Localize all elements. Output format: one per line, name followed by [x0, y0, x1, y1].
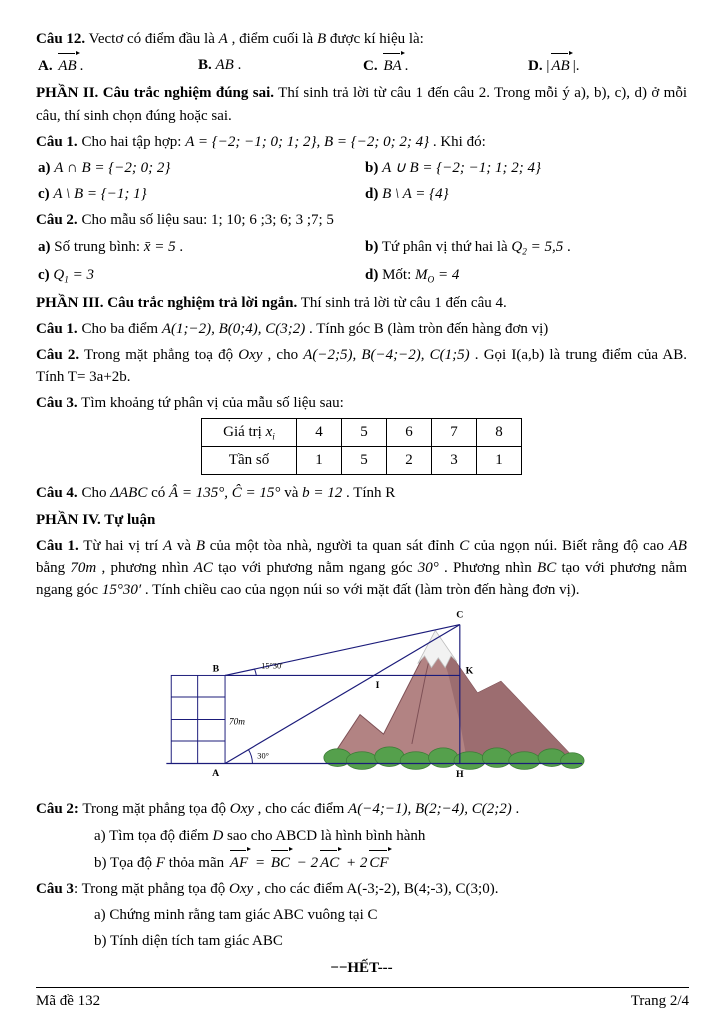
text-segment: , cho các điểm A(-3;-2), B(4;-3), C(3;0).: [253, 880, 499, 897]
table-cell: 4: [297, 419, 342, 447]
text-segment: Câu 1.: [36, 537, 79, 554]
text-segment: Câu 4.: [36, 485, 78, 502]
label-K: K: [465, 665, 473, 677]
answer-option[interactable]: [198, 54, 363, 77]
text-segment: Oxy: [229, 801, 254, 818]
angle-arc-b: [254, 669, 256, 676]
text-segment: sao cho ABCD là hình bình hành: [223, 827, 426, 844]
table-cell: 1: [477, 447, 522, 475]
text-segment: Cho mẫu số liệu sau: 1; 10; 6 ;3; 6; 3 ;7; 5: [77, 212, 334, 229]
table-cell: 8: [477, 419, 522, 447]
text-segment: d): [365, 266, 379, 283]
text-line: [36, 930, 687, 952]
text-segment: Trong mặt phẳng tọa độ: [78, 801, 230, 818]
text-segment: a): [38, 159, 51, 176]
text-segment: A: [218, 31, 228, 47]
text-segment: =: [251, 854, 269, 871]
text-segment: .: [563, 238, 571, 255]
vector-term: AF: [230, 851, 248, 874]
answer-option[interactable]: [38, 54, 198, 77]
table-row: [202, 447, 522, 475]
text-segment: Giá trị: [223, 423, 266, 440]
text-segment: .: [404, 58, 409, 75]
text-line: [36, 131, 687, 153]
row-label: [202, 447, 297, 475]
text-segment: D: [212, 827, 224, 844]
text-segment: d): [365, 186, 379, 203]
text-segment: Q: [53, 266, 65, 283]
text-segment: A(−2;5), B(−4;−2), C(1;5): [303, 346, 470, 363]
text-line: [36, 878, 687, 900]
text-segment: Q: [511, 238, 523, 255]
text-segment: x̄ = 5: [143, 238, 176, 255]
text-segment: AC: [193, 560, 213, 576]
text-segment: Câu 2:: [36, 801, 79, 818]
text-segment: Â = 135°, Ĉ = 15°: [169, 485, 281, 502]
text-segment: .: [233, 57, 242, 74]
text-segment: PHẦN III. Câu trắc nghiệm trả lời ngắn.: [36, 294, 298, 311]
statement: [365, 157, 687, 179]
text-segment: Câu 12.: [36, 31, 86, 47]
label-H: H: [455, 769, 464, 781]
text-segment: A ∪ B = {−2; −1; 1; 2; 4}: [382, 159, 541, 176]
text-segment: B: [195, 537, 205, 554]
text-segment: A ∩ B = {−2; 0; 2}: [54, 159, 171, 176]
text-segment: 1: [64, 274, 69, 285]
vector-term: AB: [551, 54, 569, 77]
answer-options-row: [36, 54, 687, 77]
text-segment: i: [272, 432, 275, 443]
table-cell: 7: [432, 419, 477, 447]
text-segment: Thí sinh trả lời từ câu 1 đến câu 2. Trong mỗi ý a), b), c), d) ở mỗi câu, thí sinh chọn đúng hoặc sai.: [36, 85, 687, 124]
statement: [38, 157, 365, 179]
text-segment: tạo với phương nằm ngang góc: [36, 560, 687, 599]
text-line: [36, 482, 687, 504]
text-segment: b) Tọa độ: [94, 854, 156, 871]
text-segment: bằng: [36, 560, 71, 576]
text-segment: F: [155, 854, 165, 871]
statement-pair-row: [36, 183, 687, 205]
label-height: 70m: [228, 717, 245, 728]
table-cell: 5: [342, 447, 387, 475]
text-segment: + 2: [342, 854, 368, 871]
vector-term: AB: [58, 54, 76, 77]
text-segment: D.: [528, 58, 547, 75]
text-segment: b): [365, 159, 379, 176]
text-segment: . Phương nhìn: [438, 560, 538, 576]
table-row: [202, 419, 522, 447]
text-segment: = 4: [434, 266, 460, 283]
vector-term: BC: [271, 851, 290, 874]
text-segment: Câu 1.: [36, 133, 78, 150]
text-segment: A.: [38, 58, 57, 75]
text-segment: . Gọi I(a,b) là trung điểm của AB. Tính T= 3a+2b.: [36, 346, 687, 386]
text-line: [36, 318, 687, 340]
text-segment: b): [365, 238, 379, 255]
answer-option[interactable]: [363, 54, 528, 77]
text-segment: b) Tính diện tích tam giác ABC: [94, 933, 283, 950]
text-segment: .: [175, 238, 184, 255]
text-segment: = 5,5: [526, 238, 564, 255]
label-A: A: [211, 768, 219, 780]
text-segment: c): [38, 266, 50, 283]
text-segment: , cho: [262, 346, 304, 363]
text-segment: 70m: [70, 560, 97, 576]
text-segment: a): [38, 238, 51, 255]
text-segment: Từ hai vị trí: [78, 537, 163, 554]
text-segment: |: [572, 58, 576, 75]
text-segment: . Tính chiều cao của ngọn núi so với mặt đất (làm tròn đến hàng đơn vị).: [141, 582, 580, 599]
text-segment: A: [162, 537, 173, 554]
text-segment: B: [316, 31, 327, 47]
text-segment: tạo với phương nằm ngang góc: [212, 560, 418, 576]
vector-term: BA: [383, 54, 401, 77]
text-line: [36, 209, 687, 231]
text-segment: Vectơ có điểm đầu là: [85, 31, 219, 47]
text-segment: Thí sinh trả lời từ câu 1 đến câu 4.: [297, 294, 507, 311]
page-footer: [36, 987, 689, 1010]
text-segment: C: [459, 537, 470, 554]
document-content: [36, 28, 687, 979]
text-segment: : Trong mặt phẳng tọa độ: [73, 880, 229, 897]
text-line: [36, 28, 687, 50]
text-segment: Oxy: [228, 880, 254, 897]
building: [171, 676, 225, 764]
text-segment: .: [575, 58, 580, 75]
table-cell: 2: [387, 447, 432, 475]
text-line: [36, 392, 687, 414]
vector-term: CF: [369, 851, 388, 874]
text-line: [36, 292, 687, 314]
text-segment: A \ B = {−1; 1}: [53, 186, 147, 203]
text-segment: Cho hai tập hợp:: [77, 133, 186, 150]
label-B: B: [212, 663, 219, 675]
text-segment: −−HẾT---: [330, 959, 393, 976]
text-segment: A = {−2; −1; 0; 1; 2}, B = {−2; 0; 2; 4}: [185, 133, 430, 150]
text-segment: . Tính góc B (làm tròn đến hàng đơn vị): [305, 320, 549, 337]
text-segment: .: [79, 58, 84, 75]
statement: [365, 236, 687, 260]
table-cell: 5: [342, 419, 387, 447]
statement: [365, 264, 687, 288]
table-cell: 1: [297, 447, 342, 475]
text-segment: PHẦN II. Câu trắc nghiệm đúng sai.: [36, 85, 275, 102]
text-segment: Câu 2.: [36, 346, 80, 363]
figure-container: [36, 605, 687, 792]
statement: [38, 183, 365, 205]
text-segment: thỏa mãn: [164, 854, 228, 871]
text-segment: PHẦN IV. Tự luận: [36, 511, 156, 528]
text-segment: , cho các điểm: [253, 801, 349, 818]
angle-arc-a: [248, 750, 252, 764]
text-segment: AB: [215, 57, 234, 74]
text-segment: , phương nhìn: [96, 560, 194, 576]
text-segment: Mốt:: [378, 266, 416, 283]
text-line: [36, 535, 687, 602]
table-cell: 3: [432, 447, 477, 475]
text-segment: Câu 2.: [36, 212, 78, 229]
text-segment: Cho ba điểm: [77, 320, 162, 337]
label-C: C: [455, 610, 463, 622]
statement: [38, 264, 365, 288]
text-segment: Câu 1.: [36, 320, 78, 337]
exam-code: Mã đề 132: [36, 993, 101, 1009]
text-segment: AB: [668, 537, 687, 554]
text-segment: và: [280, 485, 303, 502]
text-segment: ΔABC: [110, 485, 148, 502]
table-cell: 6: [387, 419, 432, 447]
text-segment: Câu 3.: [36, 395, 78, 412]
text-segment: Tứ phân vị thứ hai là: [378, 238, 512, 255]
text-line: [36, 957, 687, 979]
vector-term: AC: [320, 851, 339, 874]
text-line: [36, 509, 687, 531]
text-segment: . Khi đó:: [429, 133, 486, 150]
text-line: [36, 82, 687, 126]
mountain-figure: [137, 605, 587, 787]
statement-pair-row: [36, 157, 687, 179]
text-line: [36, 344, 687, 388]
text-segment: B \ A = {4}: [382, 186, 449, 203]
text-segment: Câu 3: [36, 880, 74, 897]
frequency-table: [201, 418, 522, 475]
text-segment: x: [265, 423, 273, 440]
text-segment: a) Chứng minh rằng tam giác ABC vuông tại C: [94, 907, 378, 924]
text-segment: = 3: [68, 266, 95, 283]
text-segment: Số trung bình:: [50, 238, 144, 255]
statement-pair-row: [36, 236, 687, 260]
text-segment: O: [427, 274, 435, 285]
text-segment: 15°30′: [101, 582, 142, 599]
text-segment: BC: [537, 560, 557, 576]
text-segment: B.: [198, 57, 216, 74]
text-segment: c): [38, 186, 50, 203]
text-segment: 2: [522, 246, 527, 257]
label-I: I: [375, 680, 380, 692]
text-segment: của một tòa nhà, người ta quan sát đỉnh: [205, 537, 460, 554]
text-segment: Cho: [77, 485, 111, 502]
text-segment: |: [546, 58, 550, 75]
text-segment: được kí hiệu là:: [326, 31, 424, 47]
answer-option[interactable]: [528, 54, 687, 77]
text-segment: a) Tìm tọa độ điểm: [94, 827, 213, 844]
page-number: Trang 2/4: [630, 993, 689, 1009]
label-angle-b: 15°30': [260, 661, 283, 671]
text-segment: Tìm khoảng tứ phân vị của mẫu số liệu sau:: [77, 395, 344, 412]
label-angle-a: 30°: [256, 751, 269, 761]
statement: [365, 183, 687, 205]
text-segment: 30°: [417, 560, 439, 576]
text-segment: có: [147, 485, 170, 502]
text-segment: b = 12: [302, 485, 343, 502]
text-line: [36, 851, 687, 874]
row-label: [202, 419, 297, 447]
text-segment: Trong mặt phẳng toạ độ: [79, 346, 239, 363]
text-segment: .: [511, 801, 520, 818]
text-line: [36, 904, 687, 926]
text-segment: , điểm cuối là: [227, 31, 317, 47]
text-segment: . Tính R: [342, 485, 396, 502]
statement-pair-row: [36, 264, 687, 288]
text-segment: A(−4;−1), B(2;−4), C(2;2): [348, 801, 512, 818]
text-segment: Tần số: [228, 452, 270, 469]
text-segment: − 2: [293, 854, 319, 871]
text-segment: A(1;−2), B(0;4), C(3;2): [161, 320, 306, 337]
text-segment: C.: [363, 58, 382, 75]
text-segment: M: [415, 266, 428, 283]
text-segment: và: [172, 537, 196, 554]
statement: [38, 236, 365, 260]
text-line: [36, 798, 687, 820]
text-line: [36, 825, 687, 847]
text-segment: Oxy: [238, 346, 263, 363]
text-segment: của ngọn núi. Biết rằng độ cao: [469, 537, 669, 554]
